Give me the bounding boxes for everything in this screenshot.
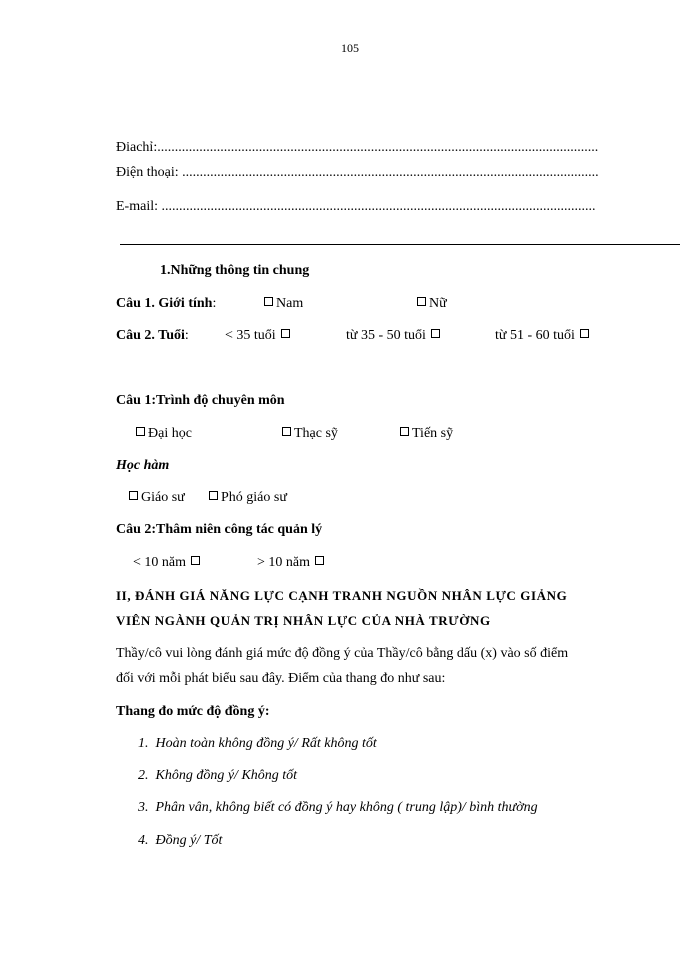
age-35-50-label: từ 35 - 50 tuổi bbox=[346, 328, 426, 343]
intro-line2: đối với mỗi phát biểu sau đây. Điểm của thang đo như sau: bbox=[116, 671, 446, 686]
gender-question bbox=[116, 296, 216, 312]
address-line bbox=[116, 140, 598, 156]
checkbox-icon[interactable] bbox=[431, 329, 440, 338]
qual-option-master[interactable] bbox=[282, 426, 338, 442]
address-label: Điachỉ: bbox=[116, 140, 158, 155]
checkbox-icon[interactable] bbox=[191, 556, 200, 565]
page-number: 105 bbox=[341, 41, 359, 55]
qual-option-bachelor[interactable] bbox=[136, 426, 192, 442]
checkbox-icon[interactable] bbox=[417, 297, 426, 306]
scale-item-text: Không đồng ý/ Không tốt bbox=[155, 768, 298, 783]
qual-doctor-label: Tiến sỹ bbox=[412, 426, 454, 441]
gender-female-label: Nữ bbox=[429, 296, 447, 311]
checkbox-icon[interactable] bbox=[264, 297, 273, 306]
qual-master-label: Thạc sỹ bbox=[294, 426, 338, 441]
scale-item bbox=[138, 833, 222, 849]
phone-label: Điện thoại: bbox=[116, 165, 179, 180]
checkbox-icon[interactable] bbox=[209, 491, 218, 500]
intro-line1: Thầy/cô vui lòng đánh giá mức độ đồng ý của Thầy/cô bằng dấu (x) vào số điểm bbox=[116, 646, 569, 661]
qual-bachelor-label: Đại học bbox=[148, 426, 192, 441]
section2-heading-line2: VIÊN NGÀNH QUẢN TRỊ NHÂN LỰC CỦA NHÀ TRƯỜNG bbox=[116, 613, 491, 628]
exp-under10-label: < 10 năm bbox=[133, 555, 186, 570]
checkbox-icon[interactable] bbox=[281, 329, 290, 338]
title-option-assoc-professor[interactable] bbox=[209, 490, 287, 506]
email-dots: ............................................................................................................................ bbox=[161, 199, 596, 214]
gender-male-label: Nam bbox=[276, 296, 304, 311]
phone-line bbox=[116, 165, 599, 181]
email-line bbox=[116, 199, 596, 215]
age-under35-label: < 35 tuổi bbox=[225, 328, 276, 343]
section2-heading-line1: II, ĐÁNH GIÁ NĂNG LỰC CẠNH TRANH NGUỒN NHÂN LỰC GIẢNG bbox=[116, 588, 568, 603]
scale-item-text: Phân vân, không biết có đồng ý hay không ( trung lập)/ bình thường bbox=[155, 800, 538, 815]
scale-item-number: 4. bbox=[138, 833, 149, 848]
scale-item bbox=[138, 768, 297, 784]
age-option-under35[interactable] bbox=[225, 328, 290, 344]
age-label: Câu 2. Tuổi bbox=[116, 328, 185, 343]
checkbox-icon[interactable] bbox=[400, 427, 409, 436]
scale-item-number: 2. bbox=[138, 768, 149, 783]
age-colon: : bbox=[184, 328, 189, 343]
seniority-question: Câu 2:Thâm niên công tác quản lý bbox=[116, 522, 323, 537]
title-professor-label: Giáo sư bbox=[141, 490, 185, 505]
scale-item-number: 1. bbox=[138, 736, 149, 751]
gender-option-female[interactable] bbox=[417, 296, 447, 312]
checkbox-icon[interactable] bbox=[282, 427, 291, 436]
academic-title-label: Học hàm bbox=[116, 458, 170, 473]
general-info-heading: 1.Những thông tin chung bbox=[160, 263, 310, 278]
gender-option-male[interactable] bbox=[264, 296, 303, 312]
scale-item-number: 3. bbox=[138, 800, 149, 815]
age-option-51-60[interactable] bbox=[495, 328, 589, 344]
age-option-35-50[interactable] bbox=[346, 328, 440, 344]
gender-colon: : bbox=[212, 296, 217, 311]
age-51-60-label: từ 51 - 60 tuổi bbox=[495, 328, 575, 343]
exp-option-over10[interactable] bbox=[257, 555, 324, 571]
scale-item-text: Hoàn toàn không đồng ý/ Rất không tốt bbox=[155, 736, 377, 751]
title-assoc-professor-label: Phó giáo sư bbox=[221, 490, 287, 505]
scale-item-text: Đồng ý/ Tốt bbox=[155, 833, 223, 848]
checkbox-icon[interactable] bbox=[315, 556, 324, 565]
age-question bbox=[116, 328, 189, 344]
qual-option-doctor[interactable] bbox=[400, 426, 453, 442]
checkbox-icon[interactable] bbox=[129, 491, 138, 500]
title-option-professor[interactable] bbox=[129, 490, 185, 506]
scale-item bbox=[138, 800, 538, 816]
email-label: E-mail: bbox=[116, 199, 158, 214]
exp-over10-label: > 10 năm bbox=[257, 555, 310, 570]
scale-item bbox=[138, 736, 377, 752]
checkbox-icon[interactable] bbox=[136, 427, 145, 436]
gender-label: Câu 1. Giới tính bbox=[116, 296, 213, 311]
exp-option-under10[interactable] bbox=[133, 555, 200, 571]
address-dots: .............................................................................................................................. bbox=[157, 140, 599, 155]
checkbox-icon[interactable] bbox=[580, 329, 589, 338]
horizontal-divider bbox=[120, 244, 680, 245]
qualification-question: Câu 1:Trình độ chuyên môn bbox=[116, 393, 285, 408]
phone-dots: ....................................................................................................................... bbox=[182, 165, 599, 180]
scale-label: Thang đo mức độ đồng ý: bbox=[116, 704, 270, 719]
